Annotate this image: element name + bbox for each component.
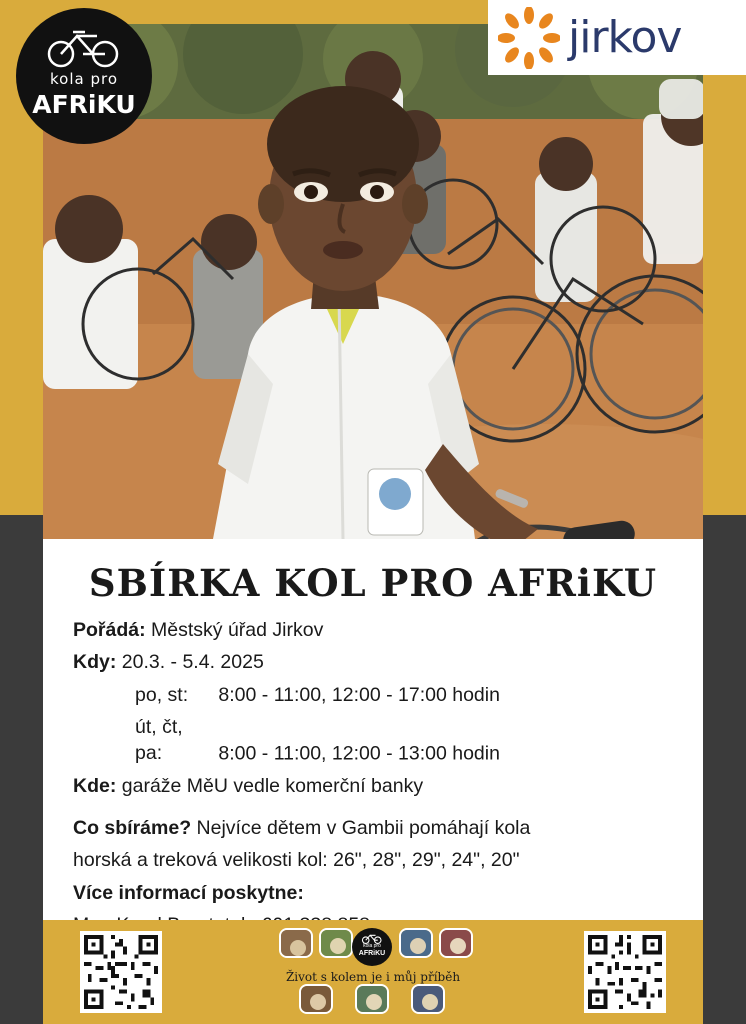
where-value: garáže MěU vedle komerční banky — [121, 774, 424, 797]
mini-photo-2 — [319, 928, 353, 958]
when-line — [73, 649, 673, 675]
hours-days-2: út, čt, pa: — [135, 715, 183, 765]
mini-logo-line-1: kola pro — [363, 943, 381, 949]
hours-row-1 — [73, 682, 673, 708]
center-photo-strip — [243, 928, 503, 1018]
mini-photo-7 — [411, 984, 445, 1014]
hours-row-2 — [73, 714, 673, 767]
mini-photo-4 — [439, 928, 473, 958]
hours-days-1: po, st: — [135, 683, 189, 706]
when-label: Kdy: — [73, 651, 117, 674]
hours-time-1: 8:00 - 11:00, 12:00 - 17:00 hodin — [218, 683, 500, 706]
hours-time-2: 8:00 - 11:00, 12:00 - 13:00 hodin — [218, 742, 500, 765]
mini-photos-top — [243, 928, 503, 964]
page-title: SBÍRKA KOL PRO AFRiKU — [88, 561, 658, 605]
qr-code-right[interactable] — [584, 931, 666, 1013]
collect-line-2: horská a treková velikosti kol: 26", 28", 29", 24", 20" — [73, 849, 520, 872]
more-info-label: Více informací poskytne: — [73, 881, 304, 904]
organizer-value: Městský úřad Jirkov — [151, 619, 324, 641]
logo-line-1: kola pro — [50, 70, 118, 88]
mini-logo-line-2: AFRiKU — [358, 949, 386, 957]
collect-label: Co sbíráme? — [73, 816, 192, 839]
slogan: Život s kolem je i můj příběh — [285, 970, 461, 984]
bottom-strip — [43, 920, 703, 1024]
jirkov-logo — [488, 0, 746, 75]
jirkov-wordmark: jirkov — [568, 12, 682, 63]
qr-code-left[interactable] — [80, 931, 162, 1013]
qr-code-icon — [80, 931, 162, 1013]
where-label: Kde: — [73, 774, 117, 797]
spacer — [73, 805, 673, 815]
bicycle-icon — [45, 24, 123, 68]
sun-burst-icon — [498, 7, 560, 69]
mini-photo-5 — [299, 984, 333, 1014]
kola-pro-afriku-logo — [16, 8, 152, 144]
mini-photo-1 — [279, 928, 313, 958]
logo-line-2: AFRiKU — [32, 90, 136, 119]
where-line — [73, 773, 673, 799]
info-panel — [43, 539, 703, 920]
organizer-label: Pořádá: — [73, 619, 146, 641]
mini-photo-3 — [399, 928, 433, 958]
organizer-line — [73, 617, 673, 643]
mini-photo-6 — [355, 984, 389, 1014]
qr-code-icon — [584, 931, 666, 1013]
mini-kola-pro-afriku-logo — [352, 928, 392, 966]
collect-value: Nejvíce dětem v Gambii pomáhají kola — [196, 816, 531, 839]
collect-line — [73, 815, 673, 841]
when-value: 20.3. - 5.4. 2025 — [121, 651, 264, 674]
